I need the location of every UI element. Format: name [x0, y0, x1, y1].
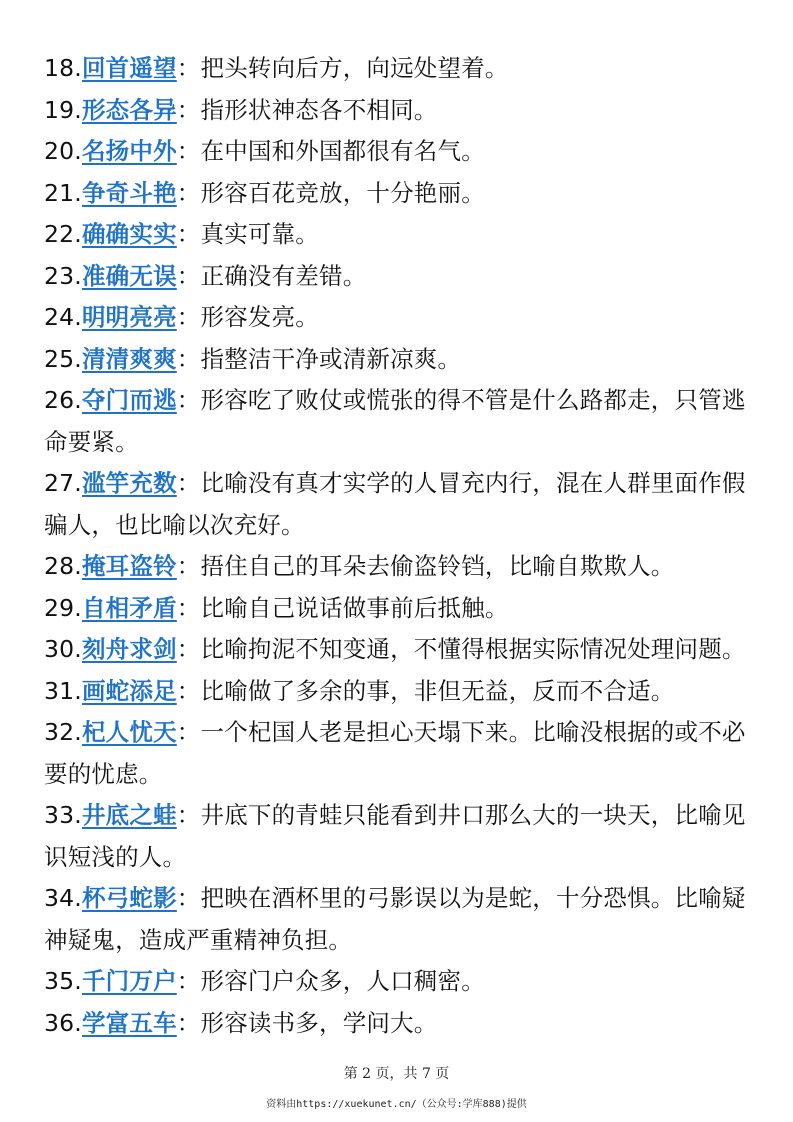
separator: ： [176, 635, 201, 663]
definition: 形容吃了败仗或慌张的得不管是什么路都走，只管逃命要紧。 [44, 386, 746, 456]
idiom-term: 名扬中外 [81, 137, 177, 165]
item-number: 36. [44, 1008, 82, 1037]
idiom-term: 杯弓蛇影 [81, 884, 177, 912]
separator: ： [176, 884, 201, 912]
list-item [44, 339, 756, 381]
source-note: 资料由https://xuekunet.cn/（公众号:学库888)提供 [266, 1099, 527, 1110]
idiom-term: 清清爽爽 [81, 344, 177, 373]
definition: 指整洁干净或清新凉爽。 [200, 344, 462, 373]
definition: 形容百花竞放，十分艳丽。 [200, 178, 485, 207]
definition: 把头转向后方，向远处望着。 [200, 54, 509, 82]
item-number: 32. [44, 718, 82, 746]
item-number: 33. [44, 801, 82, 829]
item-number: 21. [44, 178, 82, 207]
list-item [44, 214, 756, 256]
separator: ： [176, 801, 201, 829]
list-item [44, 463, 756, 546]
item-number: 22. [44, 220, 82, 248]
idiom-term: 井底之蛙 [81, 801, 177, 829]
definition: 比喻做了多余的事，非但无益，反而不合适。 [200, 676, 675, 705]
definition: 在中国和外国都很有名气。 [200, 137, 485, 165]
idiom-term: 准确无误 [81, 261, 177, 290]
list-item [44, 712, 756, 795]
list-item [44, 297, 756, 339]
item-number: 35. [44, 967, 82, 995]
definition: 比喻自己说话做事前后抵触。 [200, 593, 509, 622]
list-item [44, 795, 756, 878]
definition: 把映在酒杯里的弓影误以为是蛇，十分恐惧。比喻疑神疑鬼，造成严重精神负担。 [44, 884, 746, 954]
idiom-term: 确确实实 [81, 220, 177, 248]
idiom-term: 千门万户 [81, 967, 177, 995]
separator: ： [176, 54, 201, 82]
list-item [44, 380, 756, 463]
item-number: 24. [44, 303, 82, 331]
idiom-term: 形态各异 [81, 95, 177, 124]
definition: 真实可靠。 [200, 220, 319, 248]
separator: ： [176, 386, 201, 414]
separator: ： [176, 1008, 201, 1037]
list-item [44, 878, 756, 961]
separator: ： [176, 967, 201, 995]
separator: ： [176, 718, 201, 746]
separator: ： [176, 303, 201, 331]
list-item [44, 588, 756, 630]
list-item [44, 671, 756, 713]
definition: 比喻拘泥不知变通，不懂得根据实际情况处理问题。 [200, 635, 746, 663]
definition: 捂住自己的耳朵去偷盗铃铛，比喻自欺欺人。 [200, 552, 675, 580]
idiom-term: 画蛇添足 [81, 676, 177, 705]
separator: ： [176, 261, 201, 290]
item-number: 26. [44, 386, 82, 414]
idiom-term: 刻舟求剑 [81, 635, 177, 663]
list-item [44, 48, 756, 90]
definition: 形容发亮。 [200, 303, 319, 331]
item-number: 19. [44, 95, 82, 124]
separator: ： [176, 95, 201, 124]
item-number: 27. [44, 469, 82, 497]
idiom-term: 滥竽充数 [81, 469, 177, 497]
separator: ： [176, 552, 201, 580]
idiom-term: 明明亮亮 [81, 303, 177, 331]
list-item [44, 961, 756, 1003]
idiom-term: 回首遥望 [81, 54, 177, 82]
separator: ： [176, 137, 201, 165]
list-item [44, 546, 756, 588]
idiom-term: 掩耳盗铃 [81, 552, 177, 580]
list-item [44, 173, 756, 215]
item-number: 25. [44, 344, 82, 373]
separator: ： [176, 178, 201, 207]
item-number: 20. [44, 137, 82, 165]
list-item [44, 256, 756, 298]
item-number: 23. [44, 261, 82, 290]
definition: 比喻没有真才实学的人冒充内行，混在人群里面作假骗人，也比喻以次充好。 [44, 469, 746, 539]
definition: 形容读书多，学问大。 [200, 1008, 438, 1037]
item-number: 30. [44, 635, 82, 663]
item-number: 29. [44, 593, 82, 622]
idiom-term: 争奇斗艳 [81, 178, 177, 207]
separator: ： [176, 593, 201, 622]
idiom-term: 学富五车 [81, 1008, 177, 1037]
list-item [44, 90, 756, 132]
separator: ： [176, 469, 201, 497]
idiom-term: 杞人忧天 [81, 718, 177, 746]
definition: 指形状神态各不相同。 [200, 95, 438, 124]
separator: ： [176, 676, 201, 705]
separator: ： [176, 220, 201, 248]
idiom-term: 夺门而逃 [81, 386, 177, 414]
separator: ： [176, 344, 201, 373]
list-item [44, 629, 756, 671]
page-number: 第 2 页，共 7 页 [343, 1066, 450, 1082]
item-number: 18. [44, 54, 82, 82]
idiom-term: 自相矛盾 [81, 593, 177, 622]
idiom-list [44, 48, 756, 1044]
definition: 形容门户众多，人口稠密。 [200, 967, 485, 995]
item-number: 28. [44, 552, 82, 580]
list-item [44, 131, 756, 173]
definition: 一个杞国人老是担心天塌下来。比喻没根据的或不必要的忧虑。 [44, 718, 746, 788]
item-number: 31. [44, 676, 82, 705]
list-item [44, 1003, 756, 1045]
definition: 井底下的青蛙只能看到井口那么大的一块天，比喻见识短浅的人。 [44, 801, 746, 871]
item-number: 34. [44, 884, 82, 912]
definition: 正确没有差错。 [200, 261, 367, 290]
